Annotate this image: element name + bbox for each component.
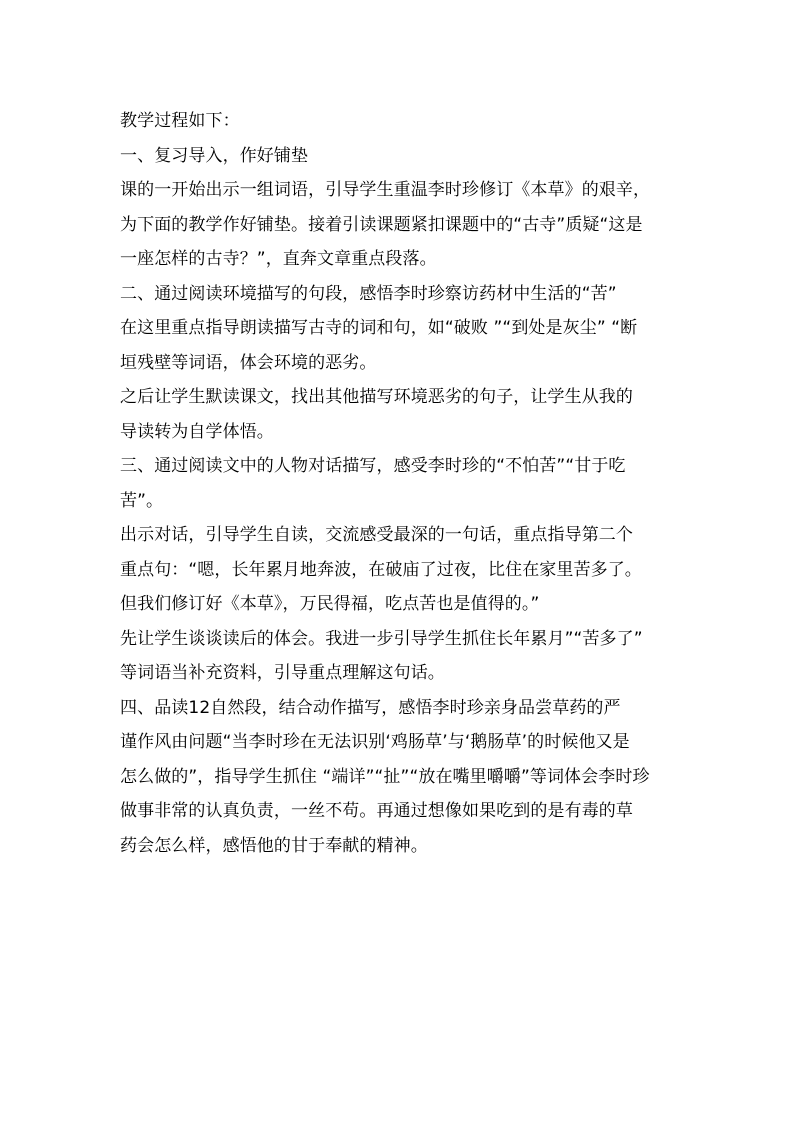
line-intro: 教学过程如下：: [120, 111, 240, 131]
paragraph-line: 课的一开始出示一组词语，引导学生重温李时珍修订《本草》的艰辛，: [120, 180, 651, 200]
paragraph-line: 但我们修订好《本草》，万民得福，吃点苦也是值得的。”: [120, 594, 540, 614]
paragraph-line: 先让学生谈谈读后的体会。我进一步引导学生抓住长年累月”“苦多了”: [120, 628, 643, 649]
paragraph-line: 出示对话，引导学生自读，交流感受最深的一句话，重点指导第二个: [120, 525, 633, 545]
paragraph-line: 等词语当补充资料，引导重点理解这句话。: [120, 663, 445, 683]
paragraph-line: 重点句：“嗯，长年累月地奔波，在破庙了过夜，比住在家里苦多了。: [120, 559, 642, 580]
section-heading-2: 二、通过阅读环境描写的句段，感悟李时珍察访药材中生活的“苦”: [120, 283, 617, 304]
paragraph-line: 为下面的教学作好铺垫。接着引读课题紧扣课题中的“古寺”质疑“这是: [120, 214, 643, 235]
section-heading-3-continued: 苦”。: [120, 490, 164, 511]
paragraph-line: 药会怎么样，感悟他的甘于奉献的精神。: [120, 835, 428, 856]
paragraph-line: 导读转为自学体悟。: [120, 421, 274, 442]
paragraph-line: 怎么做的”，指导学生抓住 “端详”“扯”“放在嘴里嚼嚼”等词体会李时珍: [120, 766, 650, 787]
document-body: [120, 104, 680, 863]
paragraph-line: 一座怎样的古寺？”，直奔文章重点段落。: [120, 249, 437, 269]
paragraph-line: 之后让学生默读课文，找出其他描写环境恶劣的句子，让学生从我的: [120, 387, 633, 407]
section-heading-3: 三、通过阅读文中的人物对话描写，感受李时珍的“不怕苦”“甘于吃: [120, 456, 626, 476]
section-heading-4: 四、品读12自然段，结合动作描写，感悟李时珍亲身品尝草药的严: [120, 697, 621, 718]
paragraph-line: 在这里重点指导朗读描写古寺的词和句，如“破败 ”“到处是灰尘” “断: [120, 318, 638, 338]
section-heading-1: 一、复习导入，作好铺垫: [120, 145, 309, 166]
paragraph-line: 谨作风由问题“当李时珍在无法识别‘鸡肠草’与‘鹅肠草’的时候他又是: [120, 732, 630, 752]
paragraph-line: 做事非常的认真负责，一丝不苟。再通过想像如果吃到的是有毒的草: [120, 801, 633, 821]
paragraph-line: 垣残壁等词语，体会环境的恶劣。: [120, 352, 377, 373]
